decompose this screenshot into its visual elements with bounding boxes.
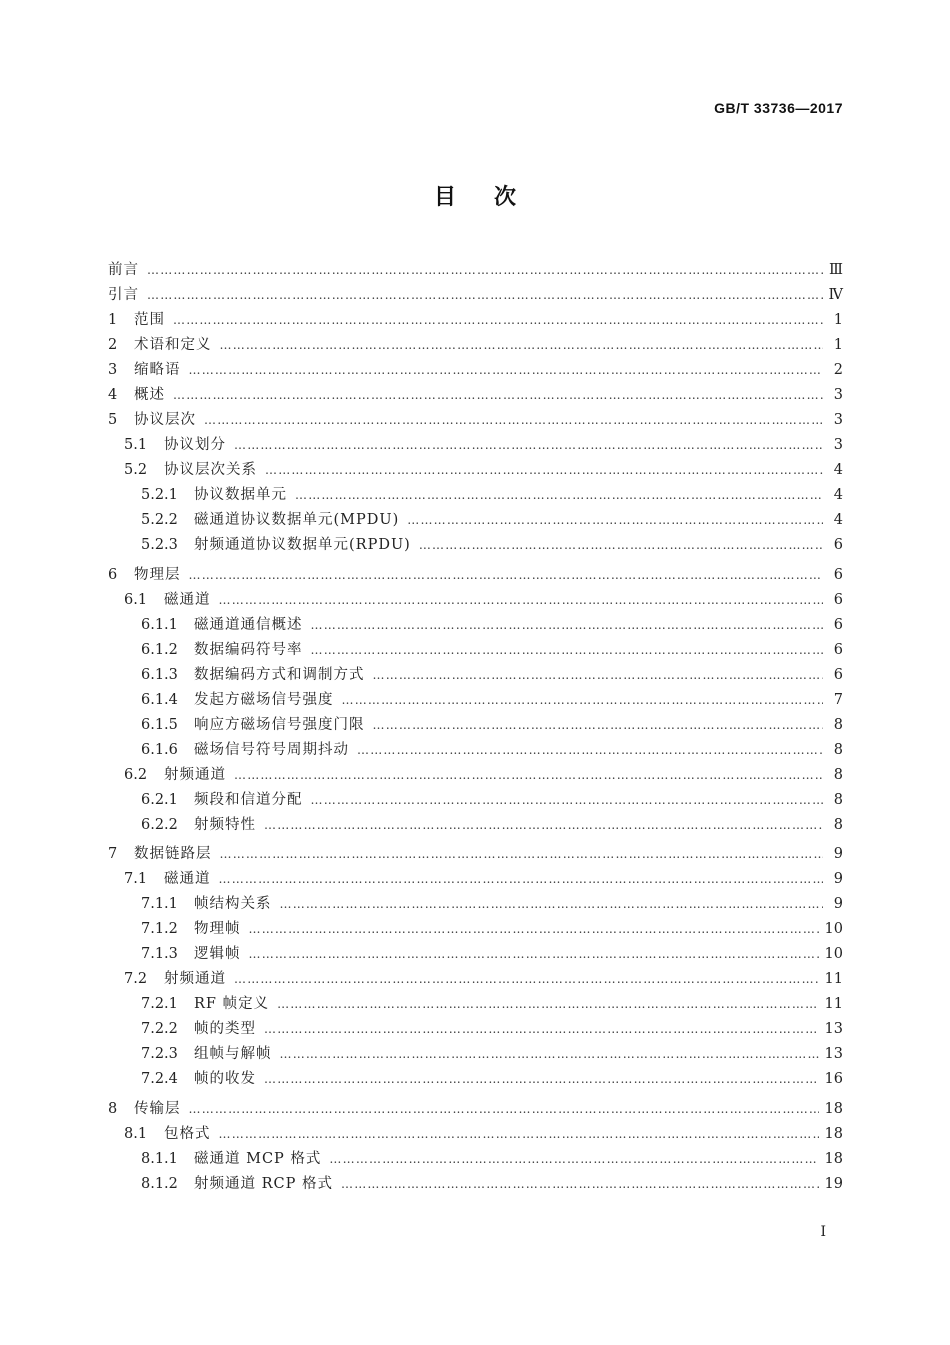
toc-entry[interactable] xyxy=(108,1017,843,1042)
toc-entry-number: 5.2.1 xyxy=(141,487,178,503)
toc-entry[interactable] xyxy=(108,588,843,613)
toc-entry-number: 8.1.1 xyxy=(141,1150,178,1167)
toc-entry-label: 数据编码方式和调制方式 xyxy=(194,666,365,683)
toc-entry[interactable] xyxy=(108,813,843,838)
toc-leader-dots xyxy=(329,1147,818,1172)
toc-entry-label: 磁通道 MCP 格式 xyxy=(194,1150,322,1167)
toc-leader-dots xyxy=(189,1097,819,1122)
toc-entry-number: 8.1.2 xyxy=(141,1175,178,1192)
toc-entry-number: 6.1.2 xyxy=(141,641,178,658)
table-of-contents xyxy=(108,258,843,1197)
toc-entry-number: 7.2 xyxy=(124,971,148,987)
toc-entry[interactable] xyxy=(108,638,843,663)
toc-leader-dots xyxy=(311,638,824,663)
toc-entry-page: 10 xyxy=(824,921,843,937)
toc-entry-page: 9 xyxy=(833,896,843,912)
toc-entry-page: Ⅲ xyxy=(829,262,843,278)
toc-entry[interactable] xyxy=(108,283,843,308)
toc-entry-label: 磁通道 xyxy=(164,871,211,887)
toc-entry-label: 帧结构关系 xyxy=(194,896,272,912)
toc-entry[interactable] xyxy=(108,967,843,992)
toc-leader-dots xyxy=(373,713,824,738)
standard-number: GB/T 33736—2017 xyxy=(714,100,843,116)
toc-entry[interactable] xyxy=(108,563,843,588)
toc-entry[interactable] xyxy=(108,433,843,458)
toc-leader-dots xyxy=(280,892,824,917)
toc-leader-dots xyxy=(264,1017,819,1042)
toc-entry-number: 6.1.6 xyxy=(141,741,178,758)
toc-leader-dots xyxy=(147,258,823,283)
toc-entry-label: 术语和定义 xyxy=(134,337,212,353)
toc-leader-dots xyxy=(280,1042,819,1067)
toc-leader-dots xyxy=(249,942,819,967)
toc-entry[interactable] xyxy=(108,308,843,333)
toc-entry-label: 前言 xyxy=(108,262,139,278)
toc-entry-page: 11 xyxy=(824,996,843,1012)
toc-entry-number: 6.2.2 xyxy=(141,816,178,833)
toc-entry[interactable] xyxy=(108,358,843,383)
toc-entry-label: 概述 xyxy=(134,387,165,403)
toc-leader-dots xyxy=(189,358,824,383)
toc-entry-page: 8 xyxy=(833,741,843,758)
toc-entry-label: 射频通道协议数据单元(RPDU) xyxy=(194,537,411,553)
toc-entry-label: 协议数据单元 xyxy=(194,487,287,503)
toc-entry[interactable] xyxy=(108,788,843,813)
footer-page-number: I xyxy=(820,1224,826,1240)
toc-entry-page: 13 xyxy=(824,1021,843,1037)
toc-entry-page: 6 xyxy=(833,537,843,553)
toc-entry-label: 帧的收发 xyxy=(194,1071,256,1087)
toc-leader-dots xyxy=(264,813,823,838)
toc-entry-page: 3 xyxy=(833,412,843,428)
toc-entry-page: 16 xyxy=(824,1071,843,1087)
toc-entry-page: 7 xyxy=(833,691,843,708)
toc-entry-page: 19 xyxy=(824,1175,843,1192)
toc-entry-page: 6 xyxy=(833,641,843,658)
toc-entry-page: 8 xyxy=(833,791,843,808)
toc-entry[interactable] xyxy=(108,663,843,688)
toc-entry-number: 7.1 xyxy=(124,871,148,887)
toc-entry-page: 1 xyxy=(833,312,843,328)
toc-entry-number: 8 xyxy=(108,1100,118,1117)
toc-leader-dots xyxy=(234,433,823,458)
toc-leader-dots xyxy=(219,1122,819,1147)
toc-leader-dots xyxy=(264,1067,819,1092)
toc-entry-number: 6.1.3 xyxy=(141,666,178,683)
toc-entry[interactable] xyxy=(108,917,843,942)
toc-leader-dots xyxy=(147,283,823,308)
toc-entry-label: 逻辑帧 xyxy=(194,946,241,962)
toc-entry[interactable] xyxy=(108,613,843,638)
toc-entry-number: 7.2.4 xyxy=(141,1071,178,1087)
toc-leader-dots xyxy=(373,663,824,688)
toc-leader-dots xyxy=(189,563,824,588)
toc-entry-page: 6 xyxy=(833,591,843,608)
toc-entry-label: 响应方磁场信号强度门限 xyxy=(194,716,365,733)
toc-entry-label: 传输层 xyxy=(134,1100,181,1117)
toc-entry[interactable] xyxy=(108,942,843,967)
toc-entry-page: 3 xyxy=(833,387,843,403)
toc-leader-dots xyxy=(219,588,824,613)
toc-entry-page: 4 xyxy=(833,512,843,528)
toc-entry-page: 8 xyxy=(833,766,843,783)
toc-leader-dots xyxy=(173,308,823,333)
toc-entry[interactable] xyxy=(108,508,843,533)
toc-entry-number: 8.1 xyxy=(124,1125,148,1142)
toc-entry-number: 7.1.2 xyxy=(141,921,178,937)
toc-entry[interactable] xyxy=(108,483,843,508)
toc-entry[interactable] xyxy=(108,842,843,867)
toc-entry[interactable] xyxy=(108,533,843,558)
toc-entry[interactable] xyxy=(108,1172,843,1197)
toc-leader-dots xyxy=(311,788,824,813)
toc-entry-label: 射频通道 xyxy=(164,971,226,987)
toc-entry-label: 频段和信道分配 xyxy=(194,791,303,808)
toc-entry[interactable] xyxy=(108,738,843,763)
toc-entry-number: 5.2 xyxy=(124,462,148,478)
toc-entry-label: 磁通道 xyxy=(164,591,211,608)
toc-leader-dots xyxy=(220,333,824,358)
toc-entry-label: 物理帧 xyxy=(194,921,241,937)
toc-leader-dots xyxy=(407,508,823,533)
toc-leader-dots xyxy=(265,458,823,483)
toc-entry-label: 缩略语 xyxy=(134,362,181,378)
toc-entry-number: 6 xyxy=(108,566,118,583)
toc-entry-number: 6.2.1 xyxy=(141,791,178,808)
toc-entry[interactable] xyxy=(108,458,843,483)
toc-entry-number: 6.1.4 xyxy=(141,691,178,708)
toc-entry-number: 2 xyxy=(108,337,118,353)
toc-entry[interactable] xyxy=(108,408,843,433)
toc-entry[interactable] xyxy=(108,763,843,788)
toc-entry-number: 6.1 xyxy=(124,591,148,608)
toc-entry-page: 1 xyxy=(833,337,843,353)
toc-entry-page: 4 xyxy=(833,487,843,503)
toc-leader-dots xyxy=(249,917,819,942)
toc-entry[interactable] xyxy=(108,1147,843,1172)
toc-entry-label: 磁场信号符号周期抖动 xyxy=(194,741,349,758)
toc-entry-page: 18 xyxy=(824,1150,843,1167)
toc-entry[interactable] xyxy=(108,1122,843,1147)
toc-entry[interactable] xyxy=(108,992,843,1017)
toc-entry-page: 6 xyxy=(833,616,843,633)
toc-entry-number: 6.1.5 xyxy=(141,716,178,733)
toc-leader-dots xyxy=(419,533,823,558)
toc-leader-dots xyxy=(220,842,824,867)
toc-entry-number: 1 xyxy=(108,312,118,328)
toc-entry-number: 3 xyxy=(108,362,118,378)
toc-entry-label: 磁通道协议数据单元(MPDU) xyxy=(194,512,400,528)
toc-entry-label: 磁通道通信概述 xyxy=(194,616,303,633)
toc-entry-label: 帧的类型 xyxy=(194,1021,256,1037)
toc-entry-number: 6.2 xyxy=(124,766,148,783)
toc-leader-dots xyxy=(204,408,823,433)
toc-entry-label: 射频通道 xyxy=(164,766,226,783)
toc-leader-dots xyxy=(311,613,824,638)
toc-entry[interactable] xyxy=(108,1067,843,1092)
toc-entry[interactable] xyxy=(108,867,843,892)
toc-entry-label: 射频特性 xyxy=(194,816,256,833)
toc-entry[interactable] xyxy=(108,1097,843,1122)
toc-entry-page: 8 xyxy=(833,816,843,833)
toc-entry-number: 6.1.1 xyxy=(141,616,178,633)
toc-leader-dots xyxy=(341,1172,819,1197)
toc-entry-label: 数据编码符号率 xyxy=(194,641,303,658)
toc-entry-number: 5.1 xyxy=(124,437,148,453)
toc-entry-page: 6 xyxy=(833,666,843,683)
toc-entry-label: 协议层次关系 xyxy=(164,462,257,478)
toc-entry-label: 协议层次 xyxy=(134,412,196,428)
toc-entry[interactable] xyxy=(108,333,843,358)
toc-entry-page: 9 xyxy=(833,871,843,887)
toc-entry-label: 组帧与解帧 xyxy=(194,1046,272,1062)
toc-entry-page: 4 xyxy=(833,462,843,478)
toc-leader-dots xyxy=(277,992,818,1017)
toc-entry-number: 5.2.3 xyxy=(141,537,178,553)
toc-entry-label: 发起方磁场信号强度 xyxy=(194,691,334,708)
toc-entry-label: 范围 xyxy=(134,312,165,328)
toc-leader-dots xyxy=(342,688,824,713)
toc-entry-number: 7.2.3 xyxy=(141,1046,178,1062)
toc-entry-number: 4 xyxy=(108,387,118,403)
toc-leader-dots xyxy=(295,483,823,508)
toc-leader-dots xyxy=(234,763,823,788)
toc-entry-label: 物理层 xyxy=(134,566,181,583)
page-title: 目次 xyxy=(433,185,554,210)
toc-leader-dots xyxy=(234,967,819,992)
toc-leader-dots xyxy=(173,383,823,408)
toc-entry-label: 引言 xyxy=(108,287,139,303)
toc-entry-page: 3 xyxy=(833,437,843,453)
toc-entry-label: 包格式 xyxy=(164,1125,211,1142)
toc-entry-page: 6 xyxy=(833,566,843,583)
toc-entry[interactable] xyxy=(108,258,843,283)
toc-entry-number: 5 xyxy=(108,412,118,428)
toc-entry-page: 9 xyxy=(833,846,843,862)
toc-entry-page: 8 xyxy=(833,716,843,733)
toc-entry-label: 协议划分 xyxy=(164,437,226,453)
toc-entry[interactable] xyxy=(108,892,843,917)
toc-entry-number: 7.2.2 xyxy=(141,1021,178,1037)
toc-leader-dots xyxy=(357,738,823,763)
toc-entry-page: 18 xyxy=(824,1100,843,1117)
toc-entry-number: 7.2.1 xyxy=(141,996,178,1012)
toc-entry-page: 11 xyxy=(824,971,843,987)
toc-entry-number: 7 xyxy=(108,846,118,862)
toc-entry-number: 7.1.3 xyxy=(141,946,178,962)
toc-entry-label: 数据链路层 xyxy=(134,846,212,862)
toc-entry-page: Ⅳ xyxy=(828,287,843,303)
toc-entry-page: 18 xyxy=(824,1125,843,1142)
toc-entry[interactable] xyxy=(108,1042,843,1067)
toc-entry-number: 7.1.1 xyxy=(141,896,178,912)
toc-entry-page: 10 xyxy=(824,946,843,962)
toc-entry[interactable] xyxy=(108,688,843,713)
toc-entry-label: RF 帧定义 xyxy=(194,996,270,1012)
toc-entry-page: 2 xyxy=(833,362,843,378)
toc-entry[interactable] xyxy=(108,713,843,738)
toc-entry[interactable] xyxy=(108,383,843,408)
toc-entry-number: 5.2.2 xyxy=(141,512,178,528)
toc-entry-page: 13 xyxy=(824,1046,843,1062)
toc-entry-label: 射频通道 RCP 格式 xyxy=(194,1175,333,1192)
toc-leader-dots xyxy=(219,867,824,892)
